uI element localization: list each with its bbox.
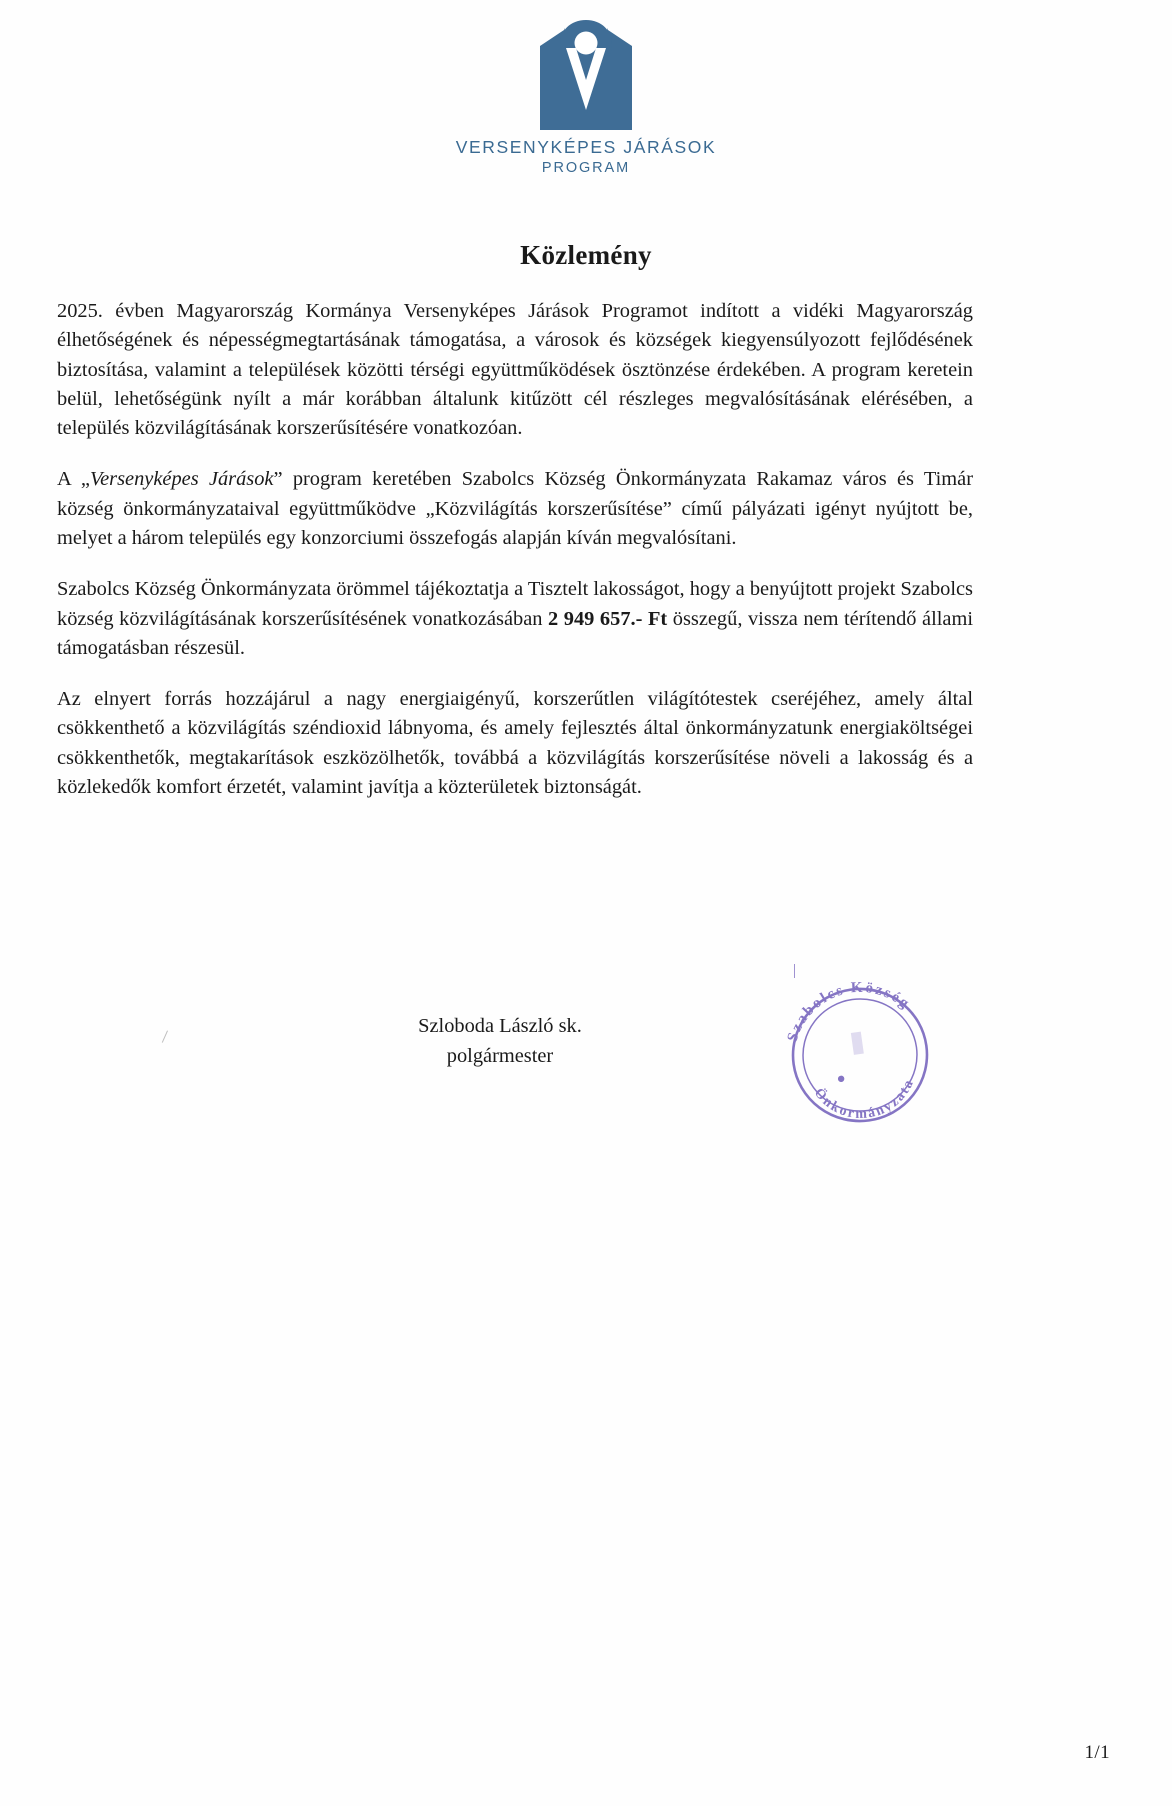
page-title: Közlemény <box>520 240 652 270</box>
svg-text:Önkormányzata: Önkormányzata <box>810 1076 918 1123</box>
document-body <box>57 297 973 823</box>
paragraph-1-text: 2025. évben Magyarország Kormánya Versenyképes Járások Programot indított a vidéki Magyarország élhetőségének és népességmegtartásának támogatása, a városok és községek kiegyensúlyozott fejlődésének biztosítása, valamint a települések közötti térségi együttműködések ösztönzése érdekében. A program keretein belül, lehetőségünk nyílt a már korábban általunk kitűzött cél részleges megvalósításának elérésében, a település közvilágításának korszerűsítésére vonatkozóan. <box>57 300 973 440</box>
page-number: 1/1 <box>1084 1742 1110 1763</box>
signature-block <box>0 1012 1000 1071</box>
paragraph-2-run-3: ” program keretében Szabolcs Község Önkormányzata Rakamaz város és Timár község önkormányzataival együttműködve „Közvilágítás korszerűsítése” című pályázati igényt nyújtott be, melyet a három település egy konzorciumi összefogás alapján kíván megvalósítani. <box>57 468 973 549</box>
logo-line-2: PROGRAM <box>541 160 631 177</box>
paragraph-4 <box>57 685 973 802</box>
paragraph-3 <box>57 575 973 663</box>
paragraph-2-run-1: A „ <box>57 468 90 491</box>
paragraph-2 <box>57 465 973 553</box>
program-name-italic: Versenyképes Járások <box>89 468 274 491</box>
svg-text:Szabolcs Község: Szabolcs Község <box>784 979 914 1044</box>
logo-line-1: VERSENYKÉPES JÁRÁSOK <box>455 137 717 157</box>
stray-pen-mark-right <box>794 964 795 978</box>
paragraph-1 <box>57 297 973 443</box>
paragraph-3-run-1: Szabolcs Község Önkormányzata örömmel tájékoztatja a Tisztelt lakosságot, hogy a benyújtott projekt Szabolcs község közvilágításának korszerűsítésének vonatkozásában <box>57 578 973 630</box>
paragraph-4-text: Az elnyert forrás hozzájárul a nagy energiaigényű, korszerűtlen világítótestek cseréjéhez, amely által csökkenthető a közvilágítás széndioxid lábnyoma, és amely fejlesztés által önkormányzatunk energiaköltségei csökkenthetők, megtakarítások eszközölhetők, továbbá a közvilágítás korszerűsítése növeli a lakosság és a közlekedők komfort érzetét, valamint javítja a közterületek biztonságát. <box>57 688 973 798</box>
grant-amount: 2 949 657.- Ft <box>548 607 668 630</box>
signature-role: polgármester <box>446 1044 554 1067</box>
program-logo-block <box>0 18 1172 178</box>
versenykepes-jarasok-v-person-logo-icon <box>530 18 642 136</box>
signature-name: Szloboda László sk. <box>418 1015 582 1037</box>
paragraph-3-run-3: összegű, vissza nem térítendő állami támogatásban részesül. <box>57 607 973 659</box>
